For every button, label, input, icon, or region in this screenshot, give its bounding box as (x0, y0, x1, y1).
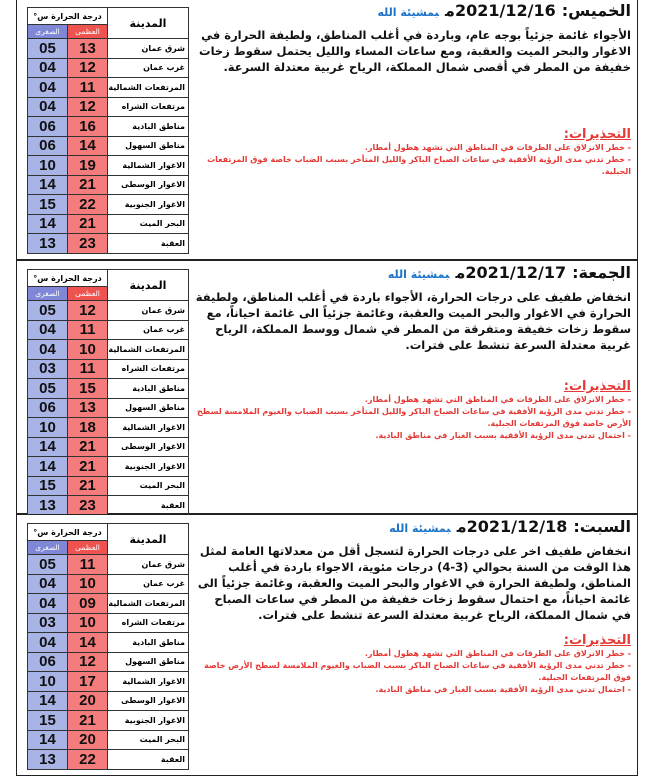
city-cell: المرتفعات الشمالية (108, 78, 189, 98)
table-row (28, 156, 189, 176)
city-cell: البحر الميت (108, 476, 189, 496)
table-row (28, 496, 189, 516)
city-cell: العقبة (108, 496, 189, 516)
min-cell: 15 (28, 711, 68, 731)
table-row (28, 97, 189, 117)
city-cell: البحر الميت (108, 730, 189, 750)
min-cell: 04 (28, 340, 68, 360)
min-cell: 13 (28, 234, 68, 254)
min-cell: 15 (28, 476, 68, 496)
min-cell: 04 (28, 574, 68, 594)
city-cell: الاغوار الجنوبية (108, 195, 189, 215)
min-cell: 06 (28, 652, 68, 672)
temperature-table-2 (27, 269, 189, 516)
temperature-table-1 (27, 7, 189, 254)
min-cell: 14 (28, 691, 68, 711)
forecast-text-3 (193, 517, 631, 696)
table-row (28, 78, 189, 98)
weather-description: انخفاض طفيف على درجات الحرارة، الأجواء باردة في أغلب المناطق، ولطيفة الحرارة في الاغوار والبحر الميت والعقبة، وغائمة جزئياً الى غائمة احياناً، مع سقوط زخات خفيفة ومتفرقة من المطر في شمال ووسط المملكة، الرياح غربية معتدلة السرعة تنشط على فترات. (195, 290, 631, 352)
city-cell: الاغوار الجنوبية (108, 711, 189, 731)
min-cell: 14 (28, 457, 68, 477)
city-cell: الاغوار الشمالية (108, 672, 189, 692)
table-row (28, 633, 189, 653)
min-cell: 06 (28, 117, 68, 137)
warning-item: - خطر تدني مدى الرؤية الأفقية في ساعات الصباح الباكر بسبب الضباب والغيوم الملامسة لسطح الأرض خاصة فوق المرتفعات الجبلية. (204, 661, 631, 682)
max-cell: 21 (68, 437, 108, 457)
min-cell: 04 (28, 78, 68, 98)
city-cell: مرتفعات الشراه (108, 613, 189, 633)
min-cell: 03 (28, 359, 68, 379)
max-cell: 23 (68, 496, 108, 516)
day-name: الخميس: (561, 1, 631, 20)
table-row (28, 320, 189, 340)
max-cell: 12 (68, 301, 108, 321)
temperature-header: درجة الحرارة س° (28, 524, 108, 541)
max-cell: 09 (68, 594, 108, 614)
table-row (28, 136, 189, 156)
day-name: السبت: (573, 517, 631, 536)
city-cell: المرتفعات الشمالية (108, 340, 189, 360)
table-row (28, 672, 189, 692)
max-cell: 14 (68, 136, 108, 156)
min-cell: 14 (28, 437, 68, 457)
city-cell: العقبة (108, 750, 189, 770)
table-row (28, 711, 189, 731)
min-header: الصغرى (28, 541, 68, 555)
max-cell: 10 (68, 574, 108, 594)
city-cell: شرق عمان (108, 39, 189, 59)
city-cell: مناطق السهول (108, 136, 189, 156)
max-cell: 21 (68, 476, 108, 496)
table-row (28, 379, 189, 399)
min-cell: 04 (28, 633, 68, 653)
table-row (28, 476, 189, 496)
min-cell: 05 (28, 39, 68, 59)
min-cell: 05 (28, 301, 68, 321)
min-cell: 10 (28, 156, 68, 176)
warning-item: - خطر الانزلاق على الطرقات في المناطق التي تشهد هطول أمطار. (364, 395, 631, 404)
city-cell: مناطق السهول (108, 652, 189, 672)
max-cell: 21 (68, 711, 108, 731)
warning-item: - احتمال تدني مدى الرؤية الأفقية بسبب الغبار في مناطق البادية. (375, 431, 631, 440)
max-cell: 12 (68, 652, 108, 672)
city-cell: مرتفعات الشراه (108, 359, 189, 379)
min-cell: 06 (28, 136, 68, 156)
city-cell: الاغوار الوسطى (108, 691, 189, 711)
city-cell: مناطق السهول (108, 398, 189, 418)
day-date: 2021/12/16م (445, 1, 556, 20)
table-row (28, 555, 189, 575)
temperature-header: درجة الحرارة س° (28, 270, 108, 287)
min-cell: 04 (28, 594, 68, 614)
min-cell: 10 (28, 672, 68, 692)
warnings-title: التحذيرات: (563, 379, 631, 394)
table-row (28, 574, 189, 594)
day-heading (193, 517, 631, 537)
max-header: العظمى (68, 25, 108, 39)
max-header: العظمى (68, 541, 108, 555)
max-cell: 21 (68, 175, 108, 195)
city-cell: البحر الميت (108, 214, 189, 234)
min-cell: 15 (28, 195, 68, 215)
max-cell: 16 (68, 117, 108, 137)
blessing-text: بمشيئة الله (377, 6, 440, 19)
warning-item: - خطر الانزلاق على الطرقات في المناطق التي تشهد هطول أمطار. (364, 143, 631, 152)
warning-item: - خطر الانزلاق على الطرقات في المناطق التي تشهد هطول أمطار. (364, 649, 631, 658)
city-cell: مناطق البادية (108, 633, 189, 653)
max-cell: 23 (68, 234, 108, 254)
max-cell: 21 (68, 214, 108, 234)
min-cell: 06 (28, 398, 68, 418)
blessing-text: بمشيئة الله (389, 522, 451, 535)
city-cell: غرب عمان (108, 58, 189, 78)
table-row (28, 175, 189, 195)
max-cell: 17 (68, 672, 108, 692)
warning-item: - خطر تدني مدى الرؤية الأفقية في ساعات الصباح الباكر والليل المتأخر بسبب الضباب خاصة فوق المرتفعات الجبلية. (207, 155, 631, 176)
city-header: المدينة (108, 8, 189, 39)
city-cell: الاغوار الشمالية (108, 418, 189, 438)
table-row (28, 58, 189, 78)
max-cell: 15 (68, 379, 108, 399)
city-cell: مناطق البادية (108, 117, 189, 137)
temperature-header: درجة الحرارة س° (28, 8, 108, 25)
city-cell: الاغوار الجنوبية (108, 457, 189, 477)
max-header: العظمى (68, 287, 108, 301)
max-cell: 11 (68, 320, 108, 340)
weather-description: انخفاض طفيف اخر على درجات الحرارة لتسجل أقل من معدلاتها العامة لمثل هذا الوقت من السنة بحوالي (3-4) درجات مئوية، الاجواء باردة في أغلب المناطق، ولطيفة الحرارة في الاغوار والبحر الميت والعقبة، وغائمة جزئياً الى غائمة احياناً، مع احتمال سقوط زخات خفيفة من المطر في ساعات الصباح في شمال المملكة، الرياح غربية معتدلة السرعة تنشط على فترات. (197, 544, 631, 622)
max-cell: 22 (68, 750, 108, 770)
table-row (28, 117, 189, 137)
city-cell: الاغوار الوسطى (108, 175, 189, 195)
table-row (28, 594, 189, 614)
table-row (28, 691, 189, 711)
forecast-day-2 (16, 260, 638, 514)
table-row (28, 301, 189, 321)
day-name: الجمعة: (572, 263, 631, 282)
table-row (28, 39, 189, 59)
city-cell: مناطق البادية (108, 379, 189, 399)
max-cell: 19 (68, 156, 108, 176)
min-cell: 10 (28, 418, 68, 438)
city-cell: المرتفعات الشمالية (108, 594, 189, 614)
table-row (28, 652, 189, 672)
min-cell: 04 (28, 320, 68, 340)
day-heading (193, 263, 631, 283)
max-cell: 21 (68, 457, 108, 477)
city-cell: الاغوار الشمالية (108, 156, 189, 176)
table-row (28, 457, 189, 477)
forecast-day-1 (16, 0, 638, 260)
table-row (28, 195, 189, 215)
min-cell: 13 (28, 496, 68, 516)
warning-item: - خطر تدني مدى الرؤية الأفقية في ساعات الصباح الباكر والليل المتأخر بسبب الضباب والغيوم الملامسة لسطح الأرض خاصة فوق المرتفعات الجبلية. (197, 407, 631, 428)
min-cell: 14 (28, 214, 68, 234)
table-row (28, 613, 189, 633)
forecast-text-1 (193, 1, 631, 178)
city-cell: مرتفعات الشراه (108, 97, 189, 117)
city-cell: غرب عمان (108, 574, 189, 594)
table-row (28, 730, 189, 750)
table-row (28, 750, 189, 770)
max-cell: 10 (68, 613, 108, 633)
table-row (28, 398, 189, 418)
table-row (28, 437, 189, 457)
day-date: 2021/12/18م (456, 517, 568, 536)
warnings-title: التحذيرات: (563, 127, 631, 142)
max-cell: 13 (68, 398, 108, 418)
city-cell: العقبة (108, 234, 189, 254)
weather-description: الأجواء غائمة جزئياً بوجه عام، وباردة في أغلب المناطق، ولطيفة الحرارة في الاغوار والبحر الميت والعقبة، ومع ساعات المساء والليل يحتمل سقوط زخات خفيفة من المطر في أقصى شمال المملكة، الرياح غربية معتدلة السرعة. (199, 28, 631, 74)
max-cell: 11 (68, 555, 108, 575)
forecast-text-2 (193, 263, 631, 442)
max-cell: 12 (68, 58, 108, 78)
min-header: الصغرى (28, 25, 68, 39)
min-cell: 03 (28, 613, 68, 633)
temperature-table-3 (27, 523, 189, 770)
city-cell: شرق عمان (108, 555, 189, 575)
warnings-title: التحذيرات: (563, 633, 631, 648)
max-cell: 10 (68, 340, 108, 360)
max-cell: 11 (68, 359, 108, 379)
min-cell: 05 (28, 555, 68, 575)
max-cell: 13 (68, 39, 108, 59)
max-cell: 12 (68, 97, 108, 117)
max-cell: 18 (68, 418, 108, 438)
table-row (28, 418, 189, 438)
table-row (28, 234, 189, 254)
min-cell: 05 (28, 379, 68, 399)
blessing-text: بمشيئة الله (387, 268, 450, 281)
max-cell: 20 (68, 691, 108, 711)
max-cell: 22 (68, 195, 108, 215)
city-header: المدينة (108, 270, 189, 301)
city-cell: الاغوار الوسطى (108, 437, 189, 457)
day-date: 2021/12/17م (455, 263, 567, 282)
city-cell: غرب عمان (108, 320, 189, 340)
max-cell: 14 (68, 633, 108, 653)
min-cell: 13 (28, 750, 68, 770)
table-row (28, 340, 189, 360)
table-row (28, 359, 189, 379)
max-cell: 20 (68, 730, 108, 750)
table-row (28, 214, 189, 234)
min-cell: 14 (28, 730, 68, 750)
max-cell: 11 (68, 78, 108, 98)
min-cell: 04 (28, 97, 68, 117)
city-cell: شرق عمان (108, 301, 189, 321)
min-cell: 04 (28, 58, 68, 78)
min-cell: 14 (28, 175, 68, 195)
min-header: الصغرى (28, 287, 68, 301)
day-heading (193, 1, 631, 21)
warning-item: - احتمال تدني مدى الرؤية الأفقية بسبب الغبار في مناطق البادية. (375, 685, 631, 694)
forecast-day-3 (16, 514, 638, 776)
city-header: المدينة (108, 524, 189, 555)
